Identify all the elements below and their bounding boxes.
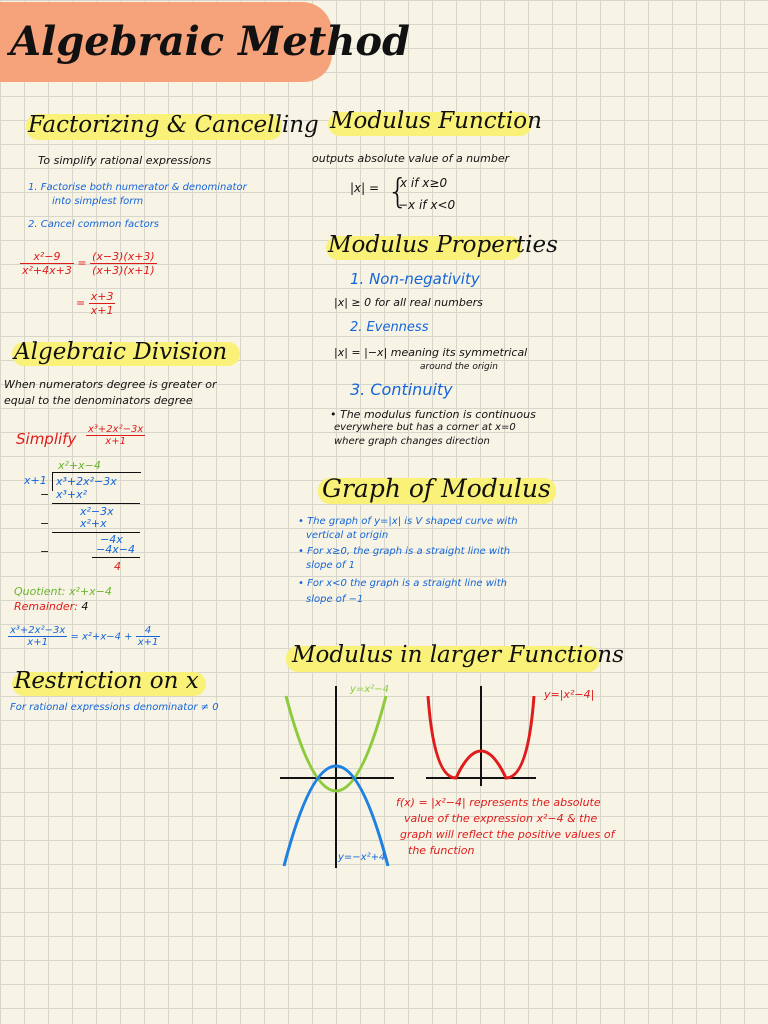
result-fraction-denominator: x+1 bbox=[137, 637, 159, 648]
result-equation: = x²+x−4 + bbox=[70, 631, 133, 643]
simplify-label: Simplify bbox=[16, 430, 77, 448]
remainder-line-1: x²−3x bbox=[80, 505, 114, 518]
factorizing-example bbox=[20, 250, 157, 277]
modulus-function-desc: outputs absolute value of a number bbox=[312, 152, 510, 165]
division-rule bbox=[52, 503, 140, 504]
remainder-text: Remainder: bbox=[14, 600, 78, 613]
property-3-line-3: where graph changes direction bbox=[334, 436, 490, 447]
property-1-text: |x| ≥ 0 for all real numbers bbox=[334, 296, 483, 309]
property-3-line-1: • The modulus function is continuous bbox=[330, 408, 536, 421]
modulus-case-2: −x if x<0 bbox=[398, 198, 456, 212]
remainder-value: 4 bbox=[81, 600, 89, 613]
division-dividend: x³+2x²−3x bbox=[56, 475, 117, 488]
graph-bullet-2-cont: slope of 1 bbox=[306, 560, 355, 571]
division-divisor: x+1 bbox=[24, 474, 47, 487]
division-rule bbox=[92, 557, 140, 558]
minus-sign: − bbox=[40, 488, 50, 501]
equals-sign: = bbox=[77, 256, 87, 270]
final-remainder: 4 bbox=[114, 560, 121, 573]
factorizing-intro: To simplify rational expressions bbox=[38, 154, 212, 167]
label-blue-curve: y=−x²+4 bbox=[338, 852, 386, 863]
factorizing-step1: 1. Factorise both numerator & denominator bbox=[28, 182, 247, 193]
property-1-title: 1. Non-negativity bbox=[350, 270, 480, 288]
graph-bullet-3: • For x<0 the graph is a straight line with bbox=[298, 578, 507, 589]
equals-sign: = bbox=[76, 296, 86, 310]
factorizing-heading: Factorizing & Cancelling bbox=[28, 112, 319, 138]
example-factored-denominator: (x+3)(x+1) bbox=[92, 264, 155, 277]
subtract-line-3: −4x−4 bbox=[96, 543, 135, 556]
graph-modulus-heading: Graph of Modulus bbox=[322, 474, 551, 503]
page-title: Algebraic Method bbox=[10, 18, 411, 65]
factorizing-step2: 2. Cancel common factors bbox=[28, 219, 160, 230]
result-numerator: x+3 bbox=[90, 290, 114, 303]
modulus-function-heading: Modulus Function bbox=[330, 108, 542, 134]
graph-bullet-1: • The graph of y=|x| is V shaped curve with bbox=[298, 516, 518, 527]
larger-desc-4: the function bbox=[408, 844, 475, 857]
property-3-line-2: everywhere but has a corner at x=0 bbox=[334, 422, 516, 433]
example-factored-numerator: (x−3)(x+3) bbox=[92, 250, 155, 263]
modulus-properties-heading: Modulus Properties bbox=[328, 232, 558, 258]
simplify-denominator: x+1 bbox=[105, 436, 126, 447]
property-2-text: |x| = |−x| meaning its symmetrical bbox=[334, 346, 528, 359]
property-3-title: 3. Continuity bbox=[350, 380, 453, 399]
minus-sign: − bbox=[40, 517, 50, 530]
larger-desc-1: f(x) = |x²−4| represents the absolute bbox=[396, 796, 601, 809]
factorizing-step1-cont: into simplest form bbox=[52, 196, 144, 207]
modulus-case-1: x if x≥0 bbox=[400, 176, 448, 190]
larger-desc-3: graph will reflect the positive values of bbox=[400, 828, 615, 841]
result-denominator: x+1 bbox=[27, 637, 48, 648]
minus-sign: − bbox=[40, 545, 50, 558]
brace-icon: { bbox=[387, 172, 409, 212]
remainder-line-2: −4x bbox=[100, 533, 123, 546]
property-2-text-cont: around the origin bbox=[420, 362, 498, 372]
quotient-label: Quotient: x²+x−4 bbox=[14, 585, 112, 598]
result-denominator: x+1 bbox=[90, 304, 114, 317]
simplify-expression bbox=[86, 424, 145, 447]
subtract-line-2: x²+x bbox=[80, 517, 107, 530]
modulus-definition-lhs: |x| = bbox=[350, 181, 380, 195]
simplify-numerator: x³+2x²−3x bbox=[88, 424, 144, 435]
remainder-label bbox=[14, 600, 88, 613]
larger-desc-2: value of the expression x²−4 & the bbox=[404, 812, 598, 825]
graph-bullet-1-cont: vertical at origin bbox=[306, 530, 389, 541]
division-desc-2: equal to the denominators degree bbox=[4, 394, 193, 407]
larger-functions-heading: Modulus in larger Functions bbox=[292, 642, 624, 668]
example-numerator: x²−9 bbox=[20, 250, 74, 264]
graph-bullet-2: • For x≥0, the graph is a straight line with bbox=[298, 546, 511, 557]
factorizing-result bbox=[76, 290, 115, 317]
subtract-line-1: x³+x² bbox=[56, 488, 88, 501]
graph-bullet-3-cont: slope of −1 bbox=[306, 594, 364, 605]
label-green-curve: y=x²−4 bbox=[350, 684, 389, 695]
label-red-curve: y=|x²−4| bbox=[544, 688, 595, 701]
example-denominator: x²+4x+3 bbox=[22, 264, 72, 277]
restriction-heading: Restriction on x bbox=[14, 668, 199, 694]
division-result bbox=[8, 625, 160, 648]
result-numerator: x³+2x²−3x bbox=[10, 625, 66, 636]
result-fraction-numerator: 4 bbox=[136, 625, 161, 637]
division-desc-1: When numerators degree is greater or bbox=[4, 378, 217, 391]
division-heading: Algebraic Division bbox=[14, 339, 228, 365]
restriction-text: For rational expressions denominator ≠ 0 bbox=[10, 702, 219, 713]
division-quotient: x²+x−4 bbox=[58, 459, 101, 472]
property-2-title: 2. Evenness bbox=[350, 320, 429, 335]
division-rule bbox=[52, 532, 140, 533]
